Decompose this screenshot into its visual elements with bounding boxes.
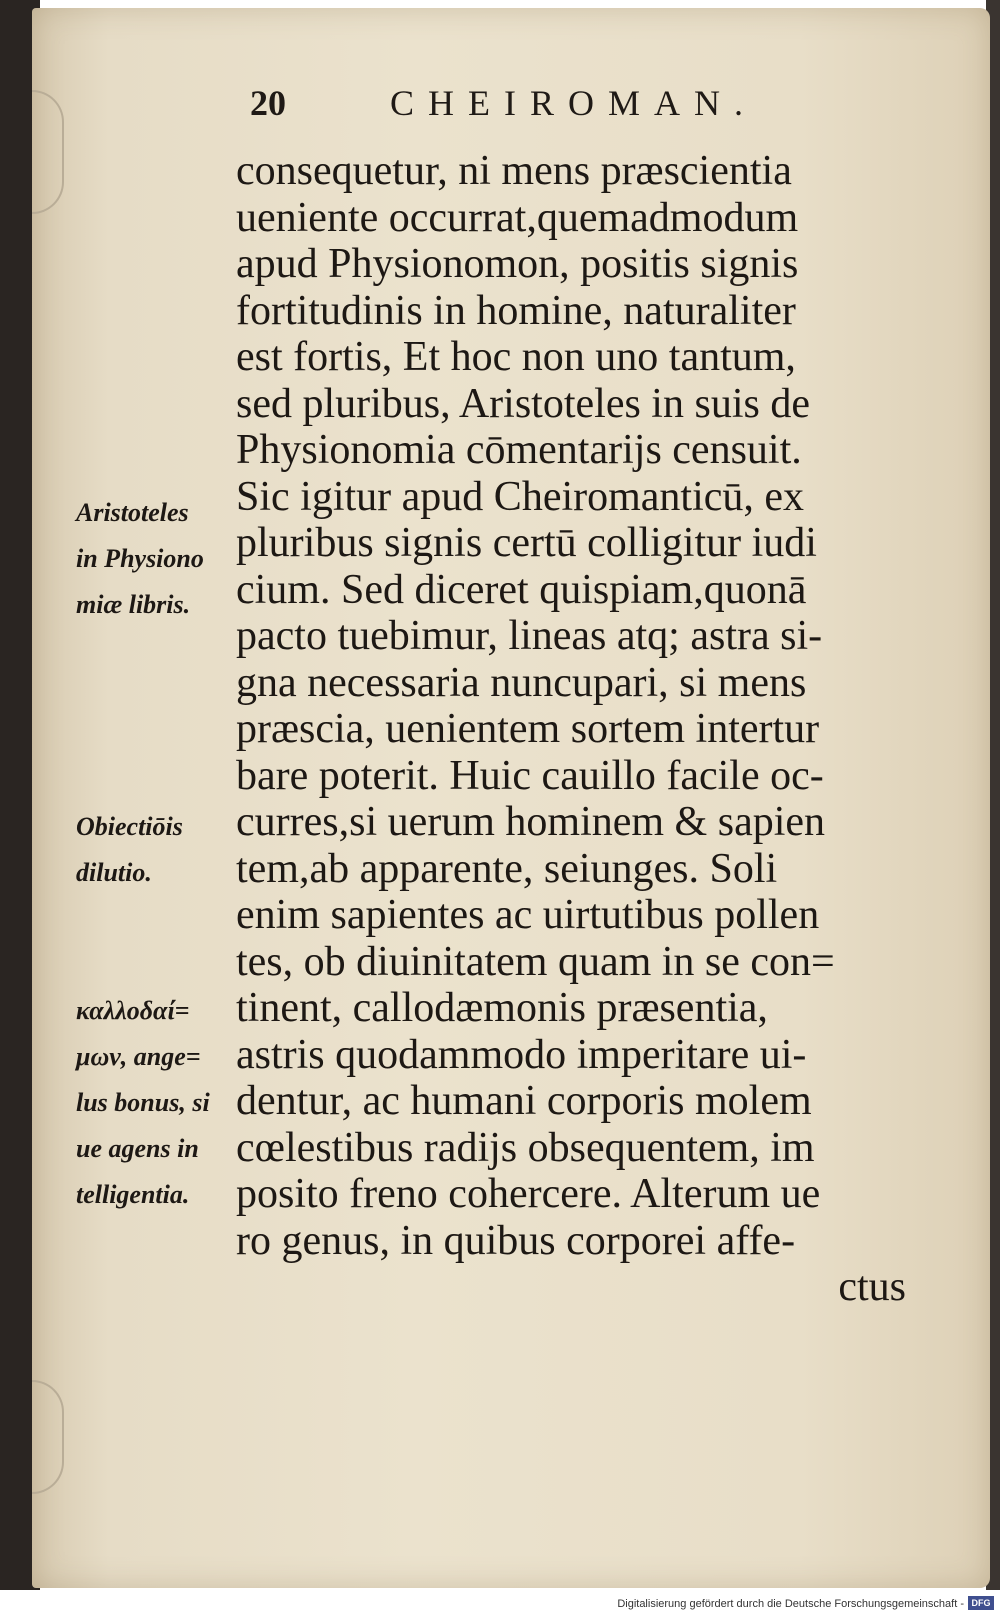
marginal-note-line: καλλοδαί= xyxy=(76,996,190,1025)
text-line: sed pluribus, Aristoteles in suis de xyxy=(236,380,810,427)
text-line: astris quodammodo imperitare ui- xyxy=(236,1031,807,1078)
text-line: cium. Sed diceret quispiam,quonā xyxy=(236,566,807,613)
text-line: dentur, ac humani corporis molem xyxy=(236,1078,812,1124)
text-line: præscia, uenientem sortem intertur xyxy=(236,706,820,752)
page-number: 20 xyxy=(250,83,286,123)
text-line: bare poterit. Huic cauillo facile oc- xyxy=(236,752,824,799)
marginal-note-line: μων, ange= xyxy=(76,1042,201,1071)
running-head: CHEIROMAN. xyxy=(390,83,758,123)
main-text-block xyxy=(236,148,916,1311)
text-line: est fortis, Et hoc non uno tantum, xyxy=(236,334,796,380)
dfg-logo: DFG xyxy=(968,1596,994,1610)
text-line: tinent, callodæmonis præsentia, xyxy=(236,985,768,1031)
text-line: cœlestibus radijs obsequentem, im xyxy=(236,1124,815,1171)
text-line: pacto tuebimur, lineas atq; astra si- xyxy=(236,613,823,659)
text-line: pluribus signis certū colligitur iudi xyxy=(236,520,817,566)
marginal-note-line: Aristoteles xyxy=(76,498,189,527)
text-line: Sic igitur apud Cheiromanticū, ex xyxy=(236,473,805,520)
marginal-note xyxy=(76,804,236,896)
binding-thread xyxy=(32,1380,64,1494)
text-line: enim sapientes ac uirtutibus pollen xyxy=(236,892,820,938)
text-line: ueniente occurrat,quemadmodum xyxy=(236,194,799,241)
text-line: consequetur, ni mens præscientia xyxy=(236,148,792,194)
text-line: Physionomia cōmentarijs censuit. xyxy=(236,427,802,473)
marginal-note-line: lus bonus, si xyxy=(76,1088,210,1117)
text-line: tes, ob diuinitatem quam in se con= xyxy=(236,938,835,985)
text-line: ro genus, in quibus corporei affe- xyxy=(236,1217,796,1264)
digitization-footer xyxy=(0,1590,1000,1622)
text-line: curres,si uerum hominem & sapien xyxy=(236,799,826,845)
binding-thread xyxy=(32,90,64,214)
text-line: posito freno cohercere. Alterum ue xyxy=(236,1171,821,1217)
marginal-note-line: miæ libris. xyxy=(76,590,191,619)
marginal-note xyxy=(76,490,236,628)
text-line: tem,ab apparente, seiunges. Soli xyxy=(236,845,778,892)
text-line: gna necessaria nuncupari, si mens xyxy=(236,659,807,706)
text-line: apud Physionomon, positis signis xyxy=(236,241,799,287)
marginal-note-line: in Physiono xyxy=(76,544,204,573)
funding-credit: Digitalisierung gefördert durch die Deutsche Forschungsgemeinschaft - xyxy=(617,1598,964,1610)
marginal-note-line: ue agens in xyxy=(76,1134,199,1163)
marginal-note-line: dilutio. xyxy=(76,858,152,887)
catchword: ctus xyxy=(838,1264,906,1310)
text-line: fortitudinis in homine, naturaliter xyxy=(236,287,796,334)
marginal-note-line: Obiectiōis xyxy=(76,812,183,841)
marginal-note xyxy=(76,988,236,1218)
marginal-note-line: telligentia. xyxy=(76,1180,190,1209)
